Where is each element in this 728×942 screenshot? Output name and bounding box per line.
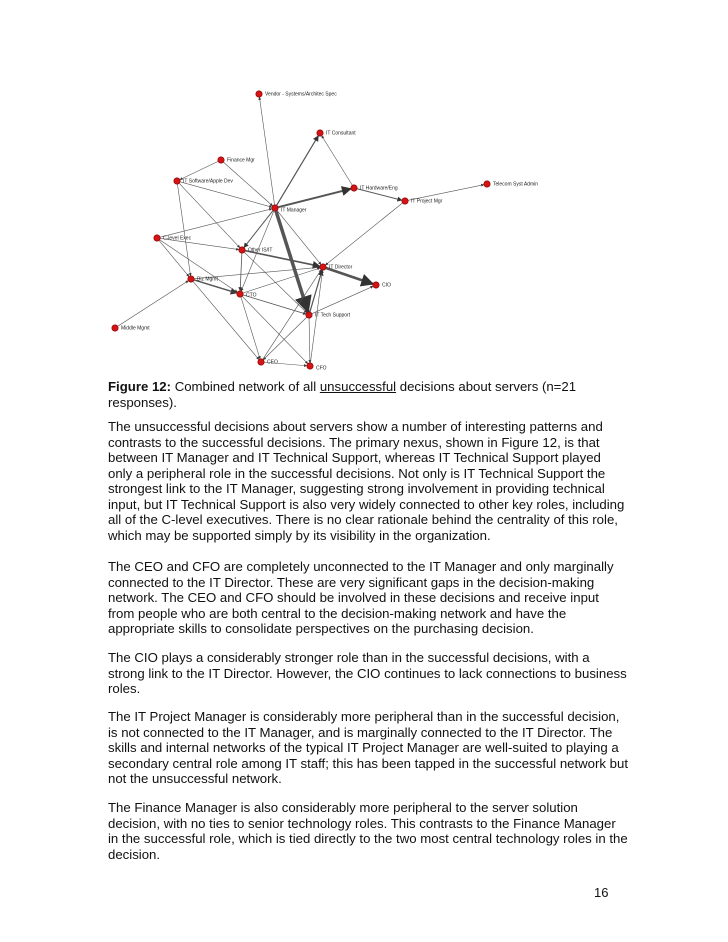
network-figure (100, 80, 540, 375)
node-cfo (307, 363, 313, 369)
figure-caption (108, 379, 628, 410)
node-label-cfo: CFO (316, 365, 327, 372)
node-biz (188, 276, 194, 282)
node-itdir (320, 264, 326, 270)
node-middle (112, 325, 118, 331)
paragraph-1: The unsuccessful decisions about servers show a number of interesting patterns and contrasts to the successful decisions. The primary nexus, shown in Figure 12, is that between IT Manager and IT Technical Support, whereas IT Technical Support played only a peripheral role in the successful decisions. Not only is IT Technical Support the strongest link to the IT Manager, suggesting strong involvement in providing technical input, but IT Technical Support is also very widely connected to other key roles, including all of the C-level executives. There is no clear rationale behind the centrality of this role, which may be supported simply by its visibility in the organization. (108, 419, 625, 543)
page-number: 16 (594, 885, 609, 900)
node-label-finmgr: Finance Mgr (227, 157, 255, 164)
edge-itsoft-itmgr (180, 182, 272, 207)
node-label-vendor: Vendor - Systems/Architec Spec (265, 91, 337, 98)
edge-itpm-itdir (325, 203, 402, 265)
edge-itts-cfo (309, 318, 310, 363)
node-label-otheris: Other IS/IT (248, 247, 273, 254)
edge-finmgr-itsoft (180, 161, 218, 179)
node-label-ceo: CEO (267, 359, 278, 366)
node-label-itpm: IT Project Mgr (411, 198, 443, 205)
edge-itts-itdir (310, 270, 322, 312)
edge-itmgr-itconsult (277, 136, 319, 206)
edge-itts-ceo (263, 317, 306, 360)
node-ithw (351, 185, 357, 191)
edge-cto-cfo (242, 296, 308, 363)
caption-label: Figure 12: (108, 379, 172, 394)
edge-middle-biz (118, 281, 189, 327)
node-telecom (484, 181, 490, 187)
node-label-cto: CTO (246, 292, 257, 299)
node-ceo (258, 359, 264, 365)
node-label-itsoft: IT Software/Apple Dev (183, 178, 233, 185)
node-label-itmgr: IT Manager (281, 207, 307, 214)
edge-itmgr-otheris (244, 211, 273, 248)
paragraph-4: The IT Project Manager is considerably more peripheral than in the successful decision, is not connected to the IT Manager, and is marginally connected to the IT Director. The skills and internal networks of the typical IT Project Manager are well-suited to playing a secondary central role among IT staff; this has been tapped in the successful network but not the unsuccessful network. (108, 709, 628, 786)
caption-emphasis: unsuccessful (319, 379, 397, 394)
node-label-itts: IT Tech Support (315, 312, 351, 319)
node-clevel (154, 235, 160, 241)
caption-post: decisions about servers (n=21 responses). (108, 379, 577, 410)
edge-otheris-cto (240, 253, 242, 291)
node-label-ithw: IT Hardware/Eng (360, 185, 398, 192)
node-itsoft (174, 178, 180, 184)
paragraph-2: The CEO and CFO are completely unconnected to the IT Manager and only marginally connected to the IT Director. These are very significant gaps in the decision-making network. The CEO and CFO should be involved in these decisions and receive input from people who are both central to the decision-making network and have the appropriate skills to consolidate perspectives on the purchasing decision. (108, 559, 614, 636)
caption-pre: Combined network of all (171, 379, 320, 394)
node-itpm (402, 198, 408, 204)
edge-clevel-biz (159, 240, 189, 276)
edge-itmgr-ithw (278, 189, 351, 207)
node-itmgr (272, 205, 278, 211)
node-label-middle: Middle Mgmt (121, 325, 150, 332)
node-label-itconsult: IT Consultant (326, 130, 356, 137)
node-label-cio: CIO (382, 282, 391, 289)
paragraph-5: The Finance Manager is also considerably more peripheral to the server solution decision, with no ties to senior technology roles. This contrasts to the Finance Manager in the successful role, which is tied directly to the two most central technology roles in the decision. (108, 800, 628, 862)
node-otheris (239, 247, 245, 253)
node-cto (237, 291, 243, 297)
paragraph-3: The CIO plays a considerably stronger role than in the successful decisions, with a strong link to the IT Director. However, the CIO continues to lack connections to business roles. (108, 650, 627, 696)
node-finmgr (218, 157, 224, 163)
node-cio (373, 282, 379, 288)
node-label-clevel: C-level Exec (163, 235, 192, 242)
node-label-itdir: IT Director (329, 264, 353, 271)
node-itconsult (317, 130, 323, 136)
node-label-biz: Biz Mgmt (197, 276, 218, 283)
edge-itmgr-vendor (259, 97, 274, 205)
node-vendor (256, 91, 262, 97)
edge-ithw-itconsult (322, 136, 353, 186)
network-graph (100, 80, 540, 375)
node-itts (306, 312, 312, 318)
edge-itts-cio (312, 286, 373, 313)
node-label-telecom: Telecom Syst Admin (493, 181, 539, 188)
